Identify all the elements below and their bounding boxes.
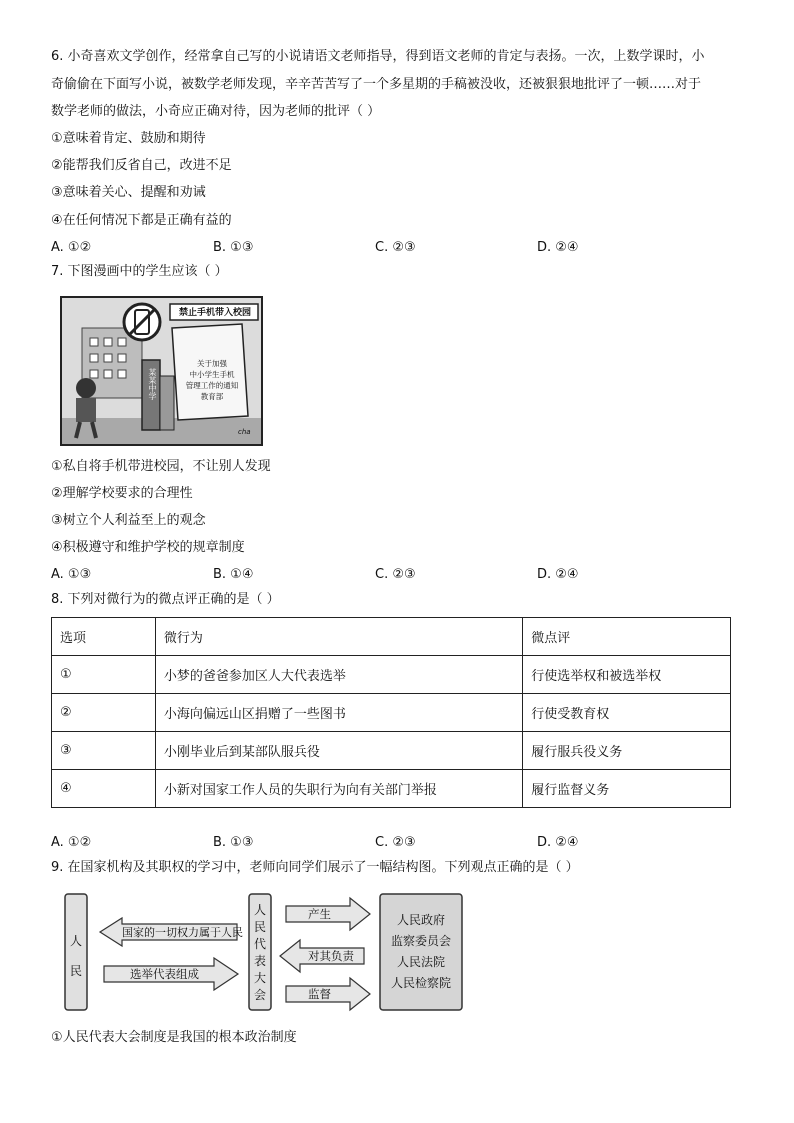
- table-row: [52, 656, 731, 694]
- table-cell: 小刚毕业后到某部队服兵役: [155, 732, 522, 770]
- arrow-produce-label: 产生: [308, 907, 331, 921]
- table-header-row: [52, 618, 731, 656]
- npc-char-2: 民: [253, 920, 266, 934]
- table-row: [52, 770, 731, 808]
- q6-option-b[interactable]: B. ①③: [213, 240, 254, 255]
- people-box: [68, 926, 84, 986]
- arrow-responsible-label: 对其负责: [308, 949, 354, 963]
- table-header-cell: 选项: [52, 618, 156, 656]
- table-cell: 小海向偏远山区捐赠了一些图书: [155, 694, 522, 732]
- q8-table: [51, 617, 731, 808]
- table-header-cell: 微行为: [155, 618, 522, 656]
- state-organs-box: [382, 910, 460, 994]
- table-cell: ④: [52, 770, 156, 808]
- cartoon-notice-line2: 中小学生手机: [189, 370, 235, 379]
- table-row: [52, 694, 731, 732]
- table-cell: ③: [52, 732, 156, 770]
- q6-stem-line1: 6. 小奇喜欢文学创作，经常拿自己写的小说请语文老师指导，得到语文老师的肯定与表扬。一次，上数学课时，小: [51, 49, 705, 64]
- people-char-2: 民: [69, 964, 82, 978]
- q8-option-c[interactable]: C. ②③: [375, 835, 416, 850]
- q6-item-3: ③意味着关心、提醒和劝诫: [51, 185, 206, 200]
- q7-item-2: ②理解学校要求的合理性: [51, 486, 193, 501]
- organ-procuratorate: 人民检察院: [390, 976, 451, 990]
- people-char-1: 人: [69, 934, 82, 948]
- table-cell: 小梦的爸爸参加区人大代表选举: [155, 656, 522, 694]
- arrow-supervise-label: 监督: [308, 987, 331, 1001]
- organ-supervision: 监察委员会: [390, 934, 451, 948]
- q8-option-a[interactable]: A. ①②: [51, 835, 92, 850]
- organ-government: 人民政府: [396, 913, 445, 927]
- q7-option-c[interactable]: C. ②③: [375, 567, 416, 582]
- cartoon-gate-text: 某某中学: [148, 368, 157, 400]
- table-cell: 行使受教育权: [523, 694, 731, 732]
- cartoon-notice-line3: 管理工作的通知: [185, 381, 239, 390]
- q6-option-d[interactable]: D. ②④: [537, 240, 579, 255]
- q7-option-d[interactable]: D. ②④: [537, 567, 579, 582]
- q7-option-a[interactable]: A. ①③: [51, 567, 92, 582]
- table-cell: 小新对国家工作人员的失职行为向有关部门举报: [155, 770, 522, 808]
- q6-item-4: ④在任何情况下都是正确有益的: [51, 213, 232, 228]
- q6-stem-line3: 数学老师的做法，小奇应正确对待，因为老师的批评（ ）: [51, 104, 381, 119]
- q8-option-b[interactable]: B. ①③: [213, 835, 254, 850]
- q9-item-1: ①人民代表大会制度是我国的根本政治制度: [51, 1030, 297, 1045]
- table-row: [52, 732, 731, 770]
- npc-char-5: 大: [253, 971, 266, 985]
- q7-item-4: ④积极遵守和维护学校的规章制度: [51, 540, 245, 555]
- arrow-power-label: 国家的一切权力属于人民: [122, 926, 243, 939]
- q6-option-a[interactable]: A. ①②: [51, 240, 92, 255]
- table-cell: 履行服兵役义务: [523, 732, 731, 770]
- cartoon-notice-line4: 教育部: [200, 392, 224, 401]
- table-cell: 履行监督义务: [523, 770, 731, 808]
- q9-structure-diagram: [60, 890, 465, 1015]
- cartoon-sign-text: 禁止手机带入校园: [178, 308, 251, 318]
- q9-stem: 9. 在国家机构及其职权的学习中，老师向同学们展示了一幅结构图。下列观点正确的是（ ）: [51, 860, 579, 875]
- table-cell: ②: [52, 694, 156, 732]
- npc-char-1: 人: [253, 903, 266, 917]
- q8-option-d[interactable]: D. ②④: [537, 835, 579, 850]
- cartoon-signature: cha: [238, 428, 251, 436]
- cartoon-notice: [182, 358, 242, 402]
- q7-option-b[interactable]: B. ①④: [213, 567, 254, 582]
- npc-char-4: 表: [253, 954, 266, 968]
- q6-stem-line2: 奇偷偷在下面写小说，被数学老师发现，辛辛苦苦写了一个多星期的手稿被没收，还被狠狠地批评了一顿……对于: [51, 77, 702, 92]
- npc-box: [252, 902, 268, 1004]
- npc-char-6: 会: [253, 988, 266, 1002]
- cartoon-notice-line1: 关于加强: [197, 359, 227, 368]
- table-cell: 行使选举权和被选举权: [523, 656, 731, 694]
- npc-char-3: 代: [253, 937, 266, 951]
- q8-stem: 8. 下列对微行为的微点评正确的是（ ）: [51, 592, 280, 607]
- arrow-election-label: 选举代表组成: [130, 967, 199, 981]
- q6-item-2: ②能帮我们反省自己，改进不足: [51, 158, 232, 173]
- q6-option-c[interactable]: C. ②③: [375, 240, 416, 255]
- q7-stem: 7. 下图漫画中的学生应该（ ）: [51, 264, 228, 279]
- q7-item-1: ①私自将手机带进校园，不让别人发现: [51, 459, 271, 474]
- table-cell: ①: [52, 656, 156, 694]
- q7-item-3: ③树立个人利益至上的观念: [51, 513, 206, 528]
- organ-court: 人民法院: [396, 955, 445, 969]
- q6-item-1: ①意味着肯定、鼓励和期待: [51, 131, 206, 146]
- table-header-cell: 微点评: [523, 618, 731, 656]
- q7-cartoon-image: [60, 296, 263, 446]
